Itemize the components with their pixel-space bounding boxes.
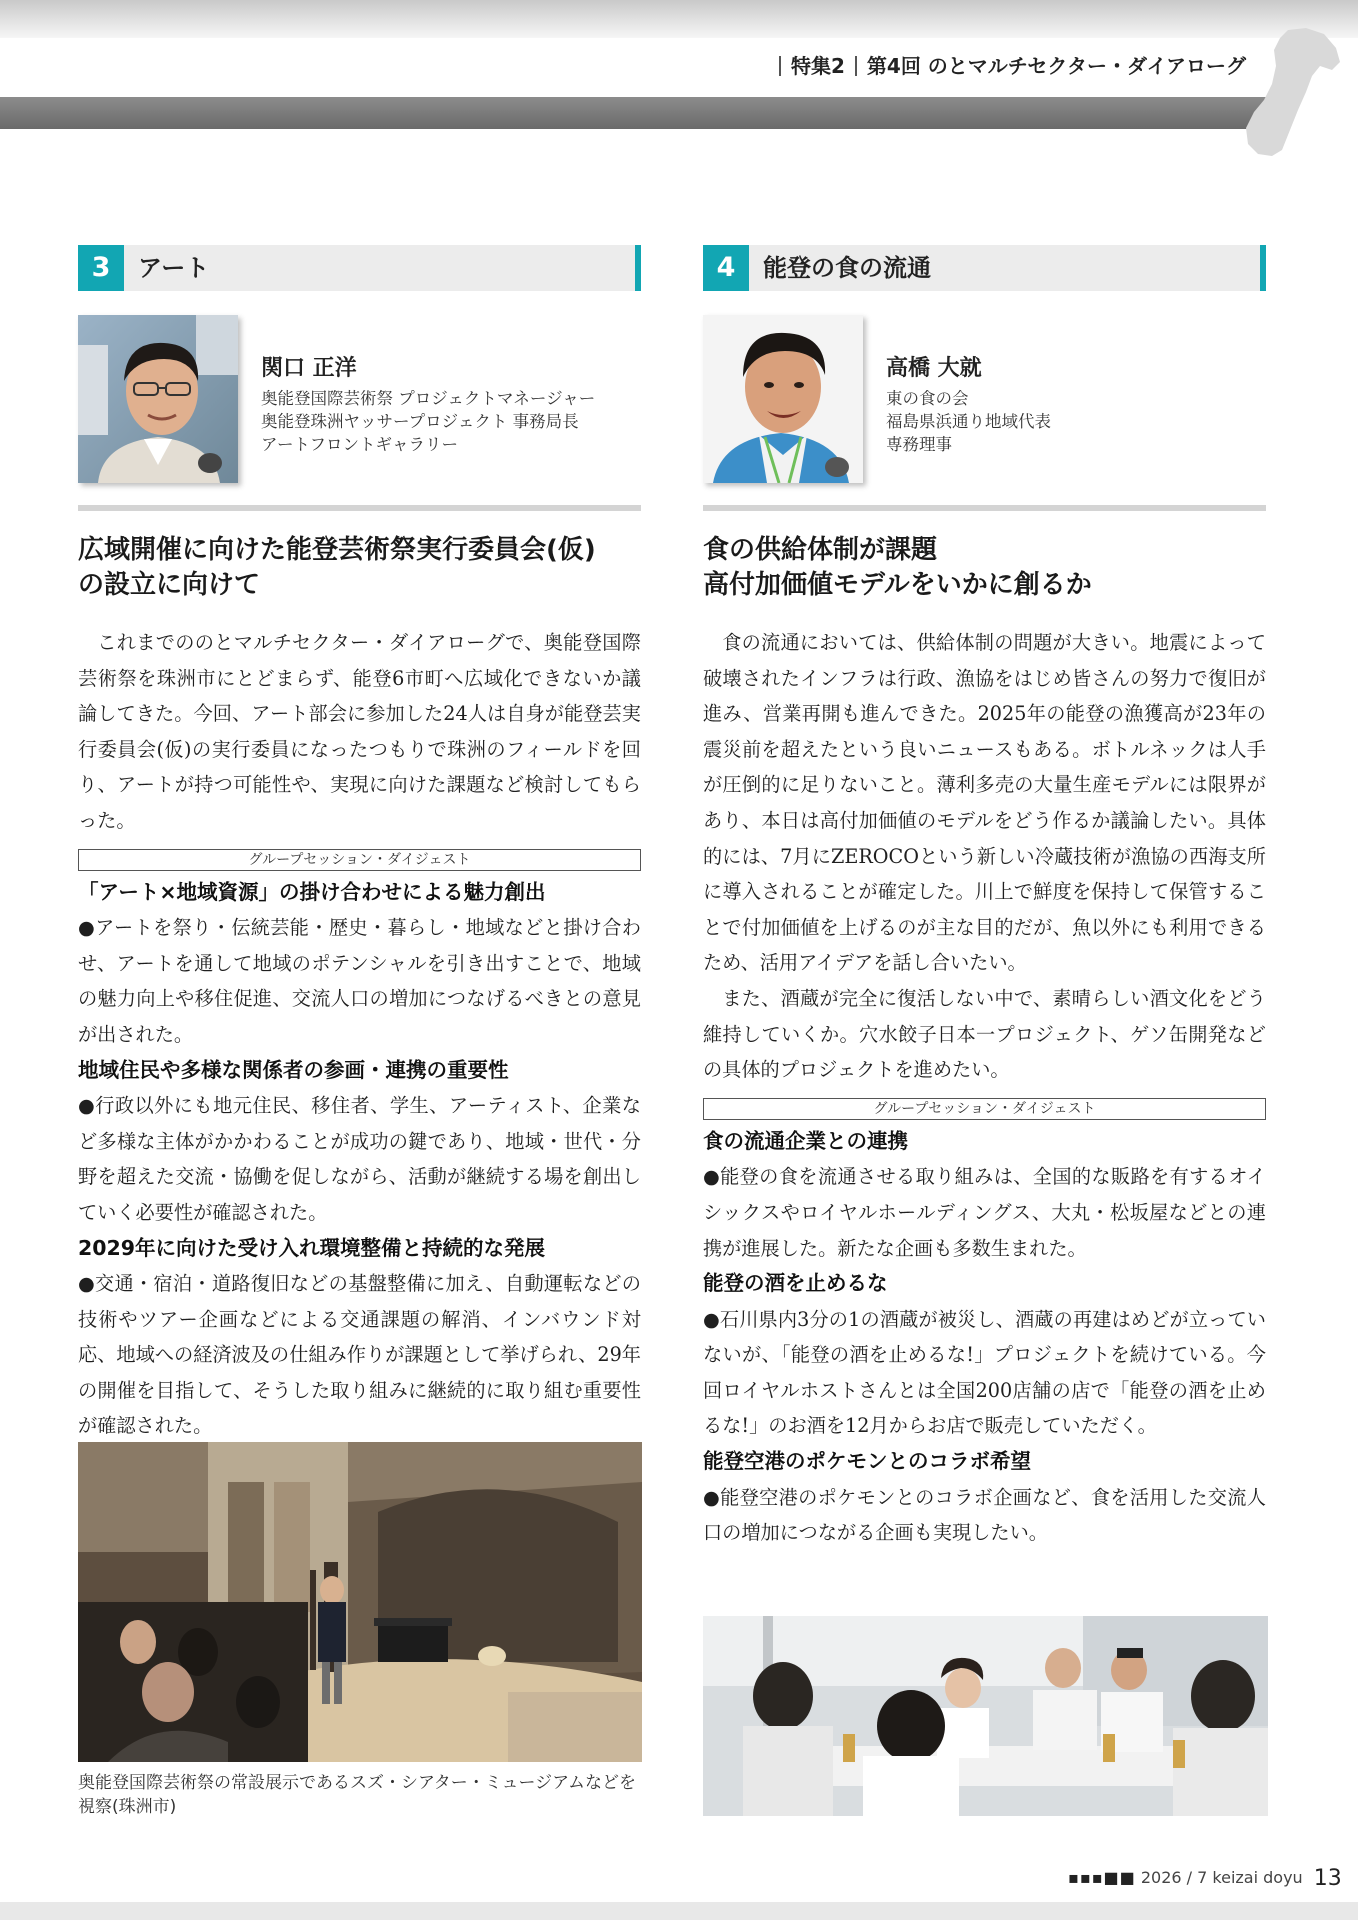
divider xyxy=(703,505,1266,511)
digest-heading: 地域住民や多様な関係者の参画・連携の重要性 xyxy=(78,1057,509,1082)
speaker-titles xyxy=(886,387,1051,456)
section-title: アート xyxy=(138,254,210,282)
digest-text: ●交通・宿泊・道路復旧などの基盤整備に加え、自動運転などの技術やツアー企画などによる交通課題の解消、インバウンド対応、地域への経済波及の仕組み作りが課題として挙げられ、29年の開催を目指して、そうした取り組みに継続的に取り組む重要性が確認された。 xyxy=(78,1272,641,1438)
page-number: 13 xyxy=(1313,1866,1342,1891)
speaker-title-line: 奥能登珠洲ヤッサープロジェクト 事務局長 xyxy=(261,412,579,431)
noto-map-icon xyxy=(1228,26,1353,158)
speaker-title-line: 福島県浜通り地域代表 xyxy=(886,412,1051,431)
digest-label: グループセッション・ダイジェスト xyxy=(703,1098,1266,1120)
page-header xyxy=(769,50,1246,79)
section-header xyxy=(703,245,1266,291)
digest-item xyxy=(78,1231,641,1445)
footer-dots: ▪▪▪■■ xyxy=(1068,1868,1136,1887)
lead-text: また、酒蔵が完全に復活しない中で、素晴らしい酒文化をどう維持していくか。穴水餃子日本一プロジェクト、ゲソ缶開発などの具体的プロジェクトを進めたい。 xyxy=(703,986,1266,1082)
speaker-photo xyxy=(78,315,238,483)
speaker-profile xyxy=(703,315,1266,485)
bottom-band xyxy=(0,1902,1358,1920)
header-bar xyxy=(0,97,1268,129)
section-art xyxy=(78,245,641,1444)
speaker-name: 高橋 大就 xyxy=(886,356,982,381)
speaker-title-line: 奥能登国際芸術祭 プロジェクトマネージャー xyxy=(261,389,596,408)
header-label: 特集2 xyxy=(790,54,845,78)
header-separator xyxy=(779,56,781,76)
footer-magazine: keizai doyu xyxy=(1212,1868,1303,1887)
speaker-titles xyxy=(261,387,595,456)
header-title: 第4回 のとマルチセクター・ダイアローグ xyxy=(866,54,1246,78)
digest-text: ●アートを祭り・伝統芸能・歴史・暮らし・地域などと掛け合わせ、アートを通して地域のポテンシャルを引き出すことで、地域の魅力向上や移住促進、交流人口の増加につなげるべきとの意見が出された。 xyxy=(78,916,641,1046)
group-session-photo xyxy=(703,1616,1268,1816)
speaker-title-line: 東の食の会 xyxy=(886,389,969,408)
digest-heading: 能登空港のポケモンとのコラボ希望 xyxy=(703,1449,1031,1474)
page-footer xyxy=(1068,1866,1342,1891)
lead-paragraph xyxy=(78,625,641,839)
section-number: 4 xyxy=(703,245,749,291)
digest-text: ●能登空港のポケモンとのコラボ企画など、食を活用した交流人口の増加につながる企画も実現したい。 xyxy=(703,1485,1266,1545)
digest-text: ●石川県内3分の1の酒蔵が被災し、酒蔵の再建はめどが立っていないが、「能登の酒を止めるな!」プロジェクトを続けている。今回ロイヤルホストさんとは全国200店舗の店で「能登の酒を止めるな!」のお酒を12月からお店で販売していただく。 xyxy=(703,1307,1266,1438)
section-title: 能登の食の流通 xyxy=(763,254,931,282)
headline-line: 食の供給体制が課題 xyxy=(703,535,938,565)
headline-line: 高付加価値モデルをいかに創るか xyxy=(703,570,1092,600)
digest-label: グループセッション・ダイジェスト xyxy=(78,849,641,871)
digest-item xyxy=(703,1444,1266,1551)
digest-heading: 2029年に向けた受け入れ環境整備と持続的な発展 xyxy=(78,1235,546,1260)
headline-line: の設立に向けて xyxy=(78,570,261,600)
speaker-name: 関口 正洋 xyxy=(261,356,357,381)
digest-text: ●能登の食を流通させる取り組みは、全国的な販路を有するオイシックスやロイヤルホールディングス、大丸・松坂屋などとの連携が進展した。新たな企画も多数生まれた。 xyxy=(703,1165,1266,1260)
lead-paragraph xyxy=(703,625,1266,1088)
headline-line: 広域開催に向けた能登芸術祭実行委員会(仮) xyxy=(78,535,596,565)
digest-item xyxy=(703,1124,1266,1266)
digest-item xyxy=(78,1053,641,1231)
digest-heading: 能登の酒を止めるな xyxy=(703,1271,888,1296)
article-headline xyxy=(78,533,641,603)
section-food-distribution xyxy=(703,245,1266,1551)
lead-text: 食の流通においては、供給体制の問題が大きい。地震によって破壊されたインフラは行政、漁協をはじめ皆さんの努力で復旧が進み、営業再開も進んできた。2025年の能登の漁獲高が23年の震災前を超えたという良いニュースもある。ボトルネックは人手が圧倒的に足りないこと。薄利多売の大量生産モデルには限界があり、本日は高付加価値のモデルをどう作るか議論したい。具体的には、7月にZEROCOという新しい冷蔵技術が漁協の西海支所に導入されることが確定した。川上で鮮度を保持して保管することで付加価値を上げるのが主な目的だが、魚以外にも利用できるため、活用アイデアを話し合いたい。 xyxy=(703,631,1266,975)
digest-item xyxy=(78,875,641,1053)
lead-text: これまでののとマルチセクター・ダイアローグで、奥能登国際芸術祭を珠洲市にとどまらず、能登6市町へ広域化できないか議論してきた。今回、アート部会に参加した24人は自身が能登芸実行委員会(仮)の実行委員になったつもりで珠洲のフィールドを回り、アートが持つ可能性や、実現に向けた課題など検討してもらった。 xyxy=(78,631,641,832)
divider xyxy=(78,505,641,511)
section-header xyxy=(78,245,641,291)
art-site-photo xyxy=(78,1442,642,1762)
digest-heading: 食の流通企業との連携 xyxy=(703,1128,908,1153)
digest-heading: 「アート×地域資源」の掛け合わせによる魅力創出 xyxy=(78,879,546,904)
header-separator xyxy=(855,56,857,76)
speaker-profile xyxy=(78,315,641,485)
speaker-title-line: アートフロントギャラリー xyxy=(261,435,459,454)
digest-text: ●行政以外にも地元住民、移住者、学生、アーティスト、企業など多様な主体がかかわることが成功の鍵であり、地域・世代・分野を超えた交流・協働を促しながら、活動が継続する場を創出していく必要性が確認された。 xyxy=(78,1094,641,1224)
photo-caption: 奥能登国際芸術祭の常設展示であるスズ・シアター・ミュージアムなどを視察(珠洲市) xyxy=(78,1773,636,1817)
speaker-photo xyxy=(703,315,863,483)
article-headline xyxy=(703,533,1266,603)
top-band xyxy=(0,0,1358,38)
speaker-title-line: 専務理事 xyxy=(886,435,952,454)
section-number: 3 xyxy=(78,245,124,291)
digest-item xyxy=(703,1266,1266,1444)
footer-issue: 2026 / 7 xyxy=(1140,1868,1208,1887)
